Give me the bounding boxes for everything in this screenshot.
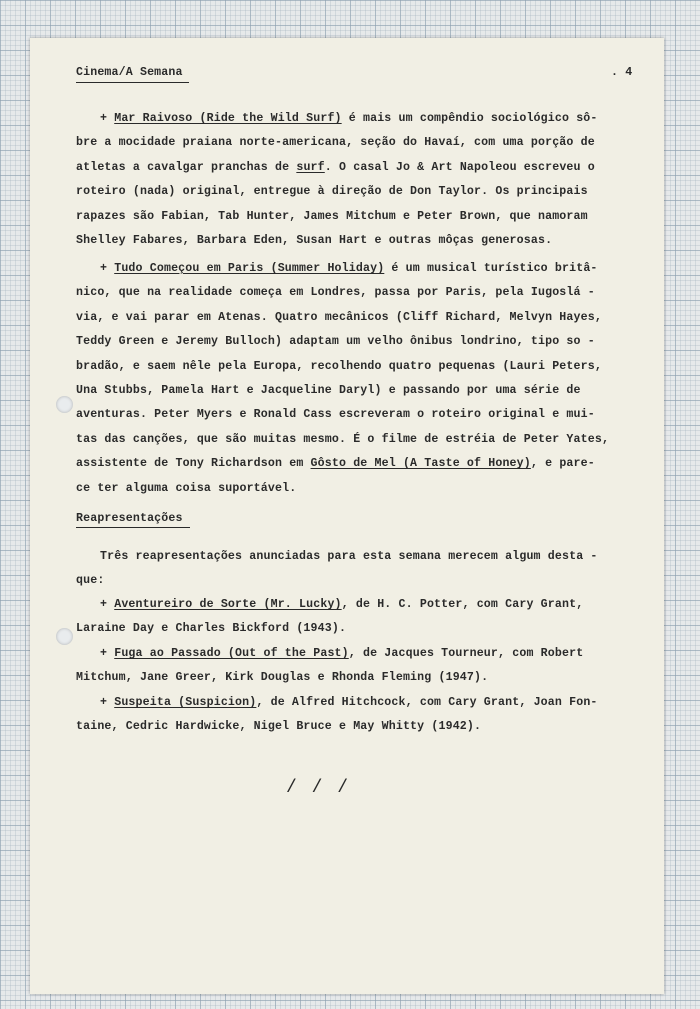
text-run: bre a mocidade praiana norte-americana, seção do Havaí, com uma porção de xyxy=(76,136,595,150)
review-paragraph-line xyxy=(76,360,602,373)
text-run: via, e vai parar em Atenas. Quatro mecânicos (Cliff Richard, Melvyn Hayes, xyxy=(76,310,602,324)
header-underline xyxy=(76,82,189,83)
text-run: + xyxy=(100,696,115,709)
review-paragraph-line xyxy=(76,185,588,198)
underlined-title: Mar Raivoso (Ride the Wild Surf) xyxy=(114,112,342,125)
review-paragraph-line xyxy=(76,234,552,247)
punch-hole xyxy=(56,396,73,413)
reapresentacao-item-line xyxy=(100,598,583,611)
text-run: + xyxy=(100,647,115,660)
text-run: tas das canções, que são muitas mesmo. É o filme de estréia de Peter Yates, xyxy=(76,432,610,446)
text-run: + xyxy=(100,112,115,125)
text-run: , de Jacques Tourneur, com Robert xyxy=(348,647,584,660)
page-number: . 4 xyxy=(611,66,633,79)
underlined-title: Aventureiro de Sorte (Mr. Lucky) xyxy=(114,598,342,611)
text-run: , de Alfred Hitchcock, com Cary Grant, Joan Fon- xyxy=(256,696,598,709)
review-paragraph-line xyxy=(100,262,598,275)
review-paragraph-line xyxy=(76,286,595,299)
text-run: Teddy Green e Jeremy Bulloch) adaptam um velho ônibus londrino, tipo so - xyxy=(76,335,595,349)
text-run: taine, Cedric Hardwicke, Nigel Bruce e May Whitty (1942). xyxy=(76,720,482,734)
page-header-title: Cinema/A Semana xyxy=(76,66,183,79)
text-run: Shelley Fabares, Barbara Eden, Susan Hart e outras môças generosas. xyxy=(76,234,553,247)
text-run: roteiro (nada) original, entregue à direção de Don Taylor. Os principais xyxy=(76,185,588,199)
text-run: Três reapresentações anunciadas para esta semana merecem algum desta - xyxy=(100,550,598,563)
review-paragraph-line xyxy=(76,335,595,348)
underlined-title: Suspeita (Suspicion) xyxy=(114,696,257,709)
intro-paragraph-line xyxy=(76,574,104,587)
review-paragraph-line xyxy=(76,408,595,421)
end-mark: / / / xyxy=(286,778,351,798)
review-paragraph-line xyxy=(76,482,296,495)
punch-hole xyxy=(56,628,73,645)
text-run: Laraine Day e Charles Bickford (1943). xyxy=(76,622,347,636)
underlined-title: Fuga ao Passado (Out of the Past) xyxy=(114,647,349,660)
reapresentacao-item-line xyxy=(76,622,346,635)
text-run: + xyxy=(100,598,115,611)
text-run: é mais um compêndio sociológico sô- xyxy=(341,112,598,125)
review-paragraph-line xyxy=(76,210,588,223)
text-run: , de H. C. Potter, com Cary Grant, xyxy=(341,598,584,611)
text-run: rapazes são Fabian, Tab Hunter, James Mitchum e Peter Brown, que namoram xyxy=(76,209,588,223)
review-paragraph-line xyxy=(76,311,602,324)
reapresentacao-item-line xyxy=(100,647,583,660)
reapresentacao-item-line xyxy=(76,671,488,684)
intro-paragraph-line xyxy=(100,550,598,563)
review-paragraph-line xyxy=(76,136,595,149)
underlined-title: surf xyxy=(296,160,325,174)
text-run: assistente de Tony Richardson em xyxy=(76,457,311,471)
text-run: que: xyxy=(76,574,105,588)
review-paragraph-line xyxy=(100,112,598,125)
text-run: bradão, e saem nêle pela Europa, recolhendo quatro pequenas (Lauri Peters, xyxy=(76,359,602,373)
section-underline xyxy=(76,527,190,528)
section-heading xyxy=(76,512,183,525)
underlined-title: Tudo Começou em Paris (Summer Holiday) xyxy=(114,262,385,275)
reapresentacao-item-line xyxy=(76,720,481,733)
text-run: é um musical turístico britâ- xyxy=(384,262,598,275)
review-paragraph-line xyxy=(76,384,581,397)
text-run: Mitchum, Jane Greer, Kirk Douglas e Rhonda Fleming (1947). xyxy=(76,671,489,685)
text-run: nico, que na realidade começa em Londres, passa por Paris, pela Iugoslá - xyxy=(76,286,595,300)
review-paragraph-line xyxy=(76,433,609,446)
text-run: atletas a cavalgar pranchas de xyxy=(76,160,297,174)
text-run: + xyxy=(100,262,115,275)
underlined-title: Gôsto de Mel (A Taste of Honey) xyxy=(310,457,531,471)
text-run: Reapresentações xyxy=(76,512,183,525)
review-paragraph-line xyxy=(76,161,595,174)
text-run: ce ter alguma coisa suportável. xyxy=(76,481,297,495)
text-run: Una Stubbs, Pamela Hart e Jacqueline Daryl) e passando por uma série de xyxy=(76,384,581,397)
text-run: . O casal Jo & Art Napoleou escreveu o xyxy=(324,160,595,174)
text-run: , e pare- xyxy=(530,457,595,471)
reapresentacao-item-line xyxy=(100,696,598,709)
text-run: aventuras. Peter Myers e Ronald Cass escreveram o roteiro original e mui- xyxy=(76,408,595,422)
review-paragraph-line xyxy=(76,457,595,470)
